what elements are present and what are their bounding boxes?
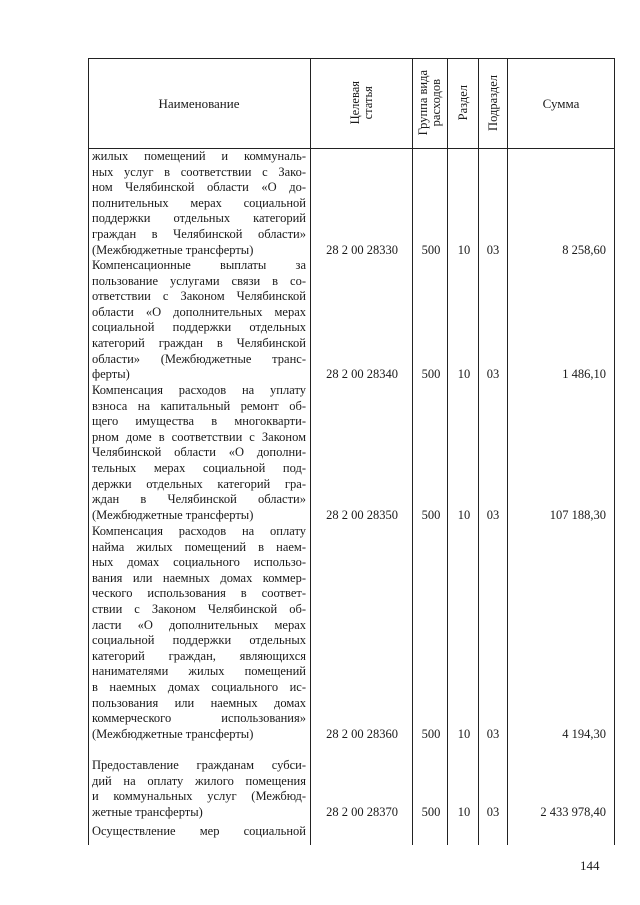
description-line: дий на оплату жилого помещения bbox=[92, 773, 306, 788]
target-article-code: 28 2 00 28340 bbox=[326, 367, 398, 382]
amount-value: 1 486,10 bbox=[562, 367, 606, 382]
section-code: 10 bbox=[457, 804, 471, 819]
amount-value: 8 258,60 bbox=[562, 242, 606, 257]
header-expense-group bbox=[413, 58, 447, 148]
description-line: Компенсация расходов на уплату bbox=[92, 383, 306, 397]
description-line: ных услуг в соответствии с Зако- bbox=[92, 164, 306, 179]
description-line: ствии с Законом Челябинской об- bbox=[92, 601, 306, 616]
subsection-code: 03 bbox=[486, 804, 500, 819]
description-line: в наемных домах социального ис- bbox=[92, 679, 306, 694]
description-line: ждан в Челябинской области» bbox=[92, 492, 306, 507]
subsection-code: 03 bbox=[486, 507, 500, 522]
description-line: рном доме в соответствии с Законом bbox=[92, 429, 306, 444]
target-article-code: 28 2 00 28330 bbox=[326, 242, 398, 257]
description-line: граждан в Челябинской области» bbox=[92, 226, 306, 241]
description-line: категорий граждан, являющихся bbox=[92, 648, 306, 663]
col-divider-subsection bbox=[507, 58, 508, 845]
section-code: 10 bbox=[457, 367, 471, 382]
description-line: жетные трансферты) bbox=[92, 804, 203, 819]
expense-group-code: 500 bbox=[421, 507, 441, 522]
description-line: пользования или наемных домах bbox=[92, 695, 306, 710]
description-line: вания или наемных домах коммер- bbox=[92, 570, 306, 585]
description-line: (Межбюджетные трансферты) bbox=[92, 507, 254, 522]
description-line: ческого использования в соответ- bbox=[92, 586, 306, 601]
row-description bbox=[92, 824, 306, 840]
description-line: коммерческого использования» bbox=[92, 711, 306, 726]
row-description bbox=[92, 258, 306, 383]
description-line: пользование услугами связи в со- bbox=[92, 273, 306, 288]
col-divider-name bbox=[310, 58, 311, 845]
header-target-label: Целевая статья bbox=[347, 81, 375, 125]
subsection-code: 03 bbox=[486, 367, 500, 382]
expense-group-code: 500 bbox=[421, 726, 441, 741]
description-line: взноса на капитальный ремонт об- bbox=[92, 398, 306, 413]
description-line: Осуществление мер социальной bbox=[92, 824, 306, 838]
description-line: поддержки отдельных категорий bbox=[92, 211, 306, 226]
description-line: социальной поддержки отдельных bbox=[92, 320, 306, 335]
subsection-code: 03 bbox=[486, 242, 500, 257]
description-line: ответствии с Законом Челябинской bbox=[92, 289, 306, 304]
header-target-article bbox=[311, 58, 412, 148]
description-line: области «О дополнительных мерах bbox=[92, 304, 306, 319]
description-line: щего имущества в многокварти- bbox=[92, 414, 306, 429]
section-code: 10 bbox=[457, 242, 471, 257]
row-description bbox=[92, 758, 306, 820]
description-line: Челябинской области «О дополни- bbox=[92, 445, 306, 460]
row-description bbox=[92, 524, 306, 742]
amount-value: 2 433 978,40 bbox=[540, 804, 606, 819]
description-line: ферты) bbox=[92, 367, 130, 382]
amount-value: 4 194,30 bbox=[562, 726, 606, 741]
header-group-label: Группа вида расходов bbox=[416, 70, 443, 136]
col-divider-code bbox=[412, 58, 413, 845]
header-section-label: Раздел bbox=[455, 85, 470, 121]
expense-group-code: 500 bbox=[421, 804, 441, 819]
header-subsection bbox=[479, 58, 507, 148]
description-line: найма жилых помещений в наем- bbox=[92, 539, 306, 554]
expense-group-code: 500 bbox=[421, 242, 441, 257]
description-line: Компенсация расходов на оплату bbox=[92, 524, 306, 538]
description-line: ном Челябинской области «О до- bbox=[92, 180, 306, 195]
row-description bbox=[92, 149, 306, 258]
description-line: (Межбюджетные трансферты) bbox=[92, 242, 254, 257]
description-line: держки отдельных категорий гра- bbox=[92, 476, 306, 491]
row-description bbox=[92, 383, 306, 523]
header-section bbox=[448, 58, 478, 148]
page-number: 144 bbox=[580, 858, 600, 873]
description-line: Предоставление гражданам субси- bbox=[92, 758, 306, 772]
description-line: полнительных мерах социальной bbox=[92, 195, 306, 210]
expense-group-code: 500 bbox=[421, 367, 441, 382]
description-line: ных домах социального использо- bbox=[92, 555, 306, 570]
table-right-border bbox=[614, 58, 615, 845]
header-sum: Сумма bbox=[542, 96, 580, 111]
description-line: (Межбюджетные трансферты) bbox=[92, 726, 254, 741]
description-line: социальной поддержки отдельных bbox=[92, 633, 306, 648]
description-line: ласти «О дополнительных мерах bbox=[92, 617, 306, 632]
section-code: 10 bbox=[457, 507, 471, 522]
amount-value: 107 188,30 bbox=[549, 507, 606, 522]
description-line: и коммунальных услуг (Межбюд- bbox=[92, 789, 306, 804]
description-line: Компенсационные выплаты за bbox=[92, 258, 306, 272]
table-left-border bbox=[88, 58, 89, 845]
target-article-code: 28 2 00 28370 bbox=[326, 804, 398, 819]
target-article-code: 28 2 00 28360 bbox=[326, 726, 398, 741]
section-code: 10 bbox=[457, 726, 471, 741]
description-line: нанимателями жилых помещений bbox=[92, 664, 306, 679]
header-subsection-label: Подраздел bbox=[485, 75, 500, 131]
target-article-code: 28 2 00 28350 bbox=[326, 507, 398, 522]
description-line: области» (Межбюджетные транс- bbox=[92, 351, 306, 366]
description-line: категорий граждан в Челябинской bbox=[92, 335, 306, 350]
header-name: Наименование bbox=[158, 96, 240, 111]
description-line: жилых помещений и коммуналь- bbox=[92, 149, 306, 163]
description-line: тельных мерах социальной под- bbox=[92, 460, 306, 475]
subsection-code: 03 bbox=[486, 726, 500, 741]
